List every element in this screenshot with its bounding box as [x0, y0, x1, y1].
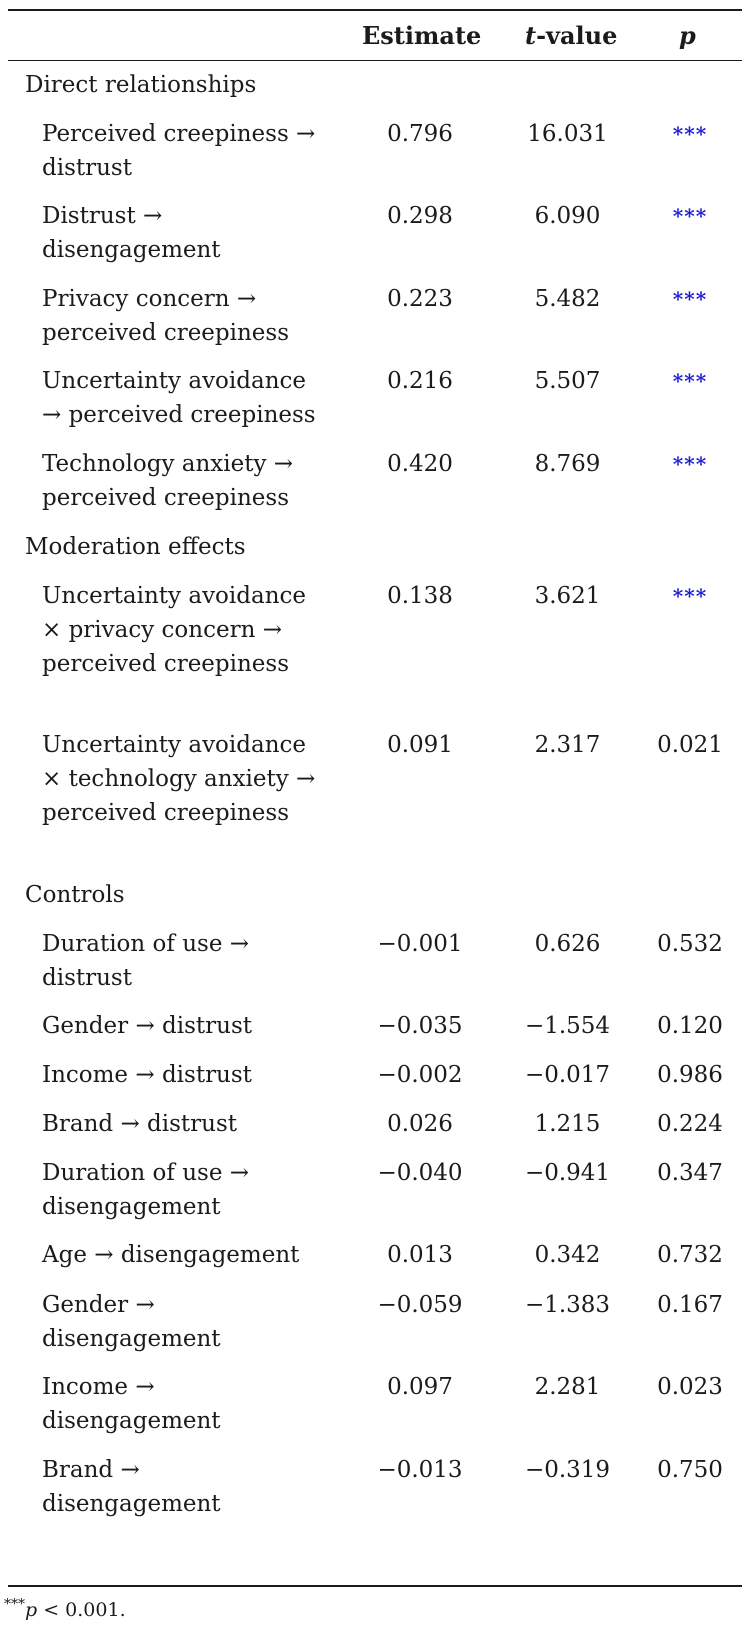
- footnote-text: < 0.001.: [37, 1599, 126, 1621]
- section-title: Direct relationships: [25, 72, 257, 98]
- row-label: Brand → distrust: [42, 1111, 238, 1137]
- row-label: Duration of use → disengagement: [42, 1160, 250, 1220]
- row-label: Privacy concern → perceived creepiness: [42, 286, 290, 346]
- header-t-value: [525, 21, 617, 51]
- row-label: Technology anxiety → perceived creepiness: [42, 451, 294, 511]
- section-title: Moderation effects: [25, 534, 246, 560]
- row-label: Gender → distrust: [42, 1013, 252, 1039]
- row-t-value: 8.769: [534, 451, 601, 477]
- row-estimate: 0.026: [387, 1111, 453, 1137]
- row-t-value: 2.281: [534, 1374, 601, 1400]
- row-t-value: 5.482: [534, 286, 601, 312]
- footnote-stars: ***: [4, 1596, 25, 1613]
- row-estimate: 0.097: [387, 1374, 453, 1400]
- row-p-value: 0.986: [657, 1062, 723, 1088]
- header-estimate: Estimate: [362, 21, 482, 50]
- row-p-value: 0.023: [657, 1374, 723, 1400]
- row-p-value: 0.732: [657, 1242, 723, 1268]
- row-t-value: 16.031: [527, 121, 608, 147]
- row-t-value: 1.215: [534, 1111, 601, 1137]
- header-p: p: [679, 21, 696, 50]
- row-t-value: 0.626: [534, 931, 601, 957]
- row-estimate: −0.001: [377, 931, 463, 957]
- row-estimate: 0.013: [387, 1242, 453, 1268]
- table-bottom-rule: [8, 1585, 742, 1587]
- row-label: Uncertainty avoidance × privacy concern → perceived creepiness: [42, 583, 307, 677]
- row-t-value: −1.554: [524, 1013, 611, 1039]
- row-estimate: 0.138: [387, 583, 453, 609]
- footnote-p: p: [25, 1599, 38, 1621]
- row-label: Income → distrust: [42, 1062, 252, 1088]
- row-label: Uncertainty avoidance → perceived creepiness: [42, 368, 316, 428]
- row-p-value: 0.021: [657, 732, 723, 758]
- row-label: Uncertainty avoidance × technology anxiety → perceived creepiness: [42, 732, 316, 826]
- row-estimate: 0.216: [387, 368, 453, 394]
- row-estimate: 0.420: [387, 451, 453, 477]
- row-label: Age → disengagement: [42, 1242, 300, 1268]
- section-title: Controls: [25, 882, 125, 908]
- header-rule: [8, 60, 742, 61]
- row-label: Perceived creepiness → distrust: [42, 121, 316, 181]
- row-estimate: −0.059: [377, 1292, 463, 1318]
- row-p-value: ***: [672, 452, 708, 476]
- row-p-value: 0.224: [657, 1111, 723, 1137]
- table-top-rule: [8, 9, 742, 11]
- row-estimate: 0.298: [387, 203, 453, 229]
- row-t-value: 0.342: [534, 1242, 601, 1268]
- row-t-value: −0.941: [524, 1160, 611, 1186]
- row-p-value: 0.750: [657, 1457, 723, 1483]
- row-p-value: ***: [672, 204, 708, 228]
- row-label: Distrust → disengagement: [42, 203, 221, 263]
- row-p-value: ***: [672, 584, 708, 608]
- row-estimate: −0.035: [377, 1013, 463, 1039]
- row-t-value: −0.017: [524, 1062, 611, 1088]
- header-t-italic: t: [525, 21, 537, 50]
- row-estimate: −0.013: [377, 1457, 463, 1483]
- row-p-value: ***: [672, 122, 708, 146]
- row-p-value: 0.167: [657, 1292, 723, 1318]
- row-t-value: 2.317: [534, 732, 601, 758]
- row-p-value: ***: [672, 287, 708, 311]
- header-t-suffix: -value: [536, 21, 618, 50]
- row-p-value: ***: [672, 369, 708, 393]
- row-t-value: 6.090: [534, 203, 601, 229]
- row-t-value: 5.507: [534, 368, 601, 394]
- row-label: Income → disengagement: [42, 1374, 221, 1434]
- row-t-value: 3.621: [534, 583, 601, 609]
- row-estimate: 0.223: [387, 286, 453, 312]
- row-p-value: 0.532: [657, 931, 723, 957]
- row-estimate: 0.091: [387, 732, 453, 758]
- row-estimate: −0.002: [377, 1062, 463, 1088]
- row-p-value: 0.120: [657, 1013, 723, 1039]
- row-label: Gender → disengagement: [42, 1292, 221, 1352]
- table-footnote: [4, 1597, 126, 1623]
- row-estimate: 0.796: [387, 121, 453, 147]
- row-estimate: −0.040: [377, 1160, 463, 1186]
- row-t-value: −0.319: [524, 1457, 611, 1483]
- row-label: Brand → disengagement: [42, 1457, 221, 1517]
- row-t-value: −1.383: [524, 1292, 611, 1318]
- row-p-value: 0.347: [657, 1160, 723, 1186]
- row-label: Duration of use → distrust: [42, 931, 250, 991]
